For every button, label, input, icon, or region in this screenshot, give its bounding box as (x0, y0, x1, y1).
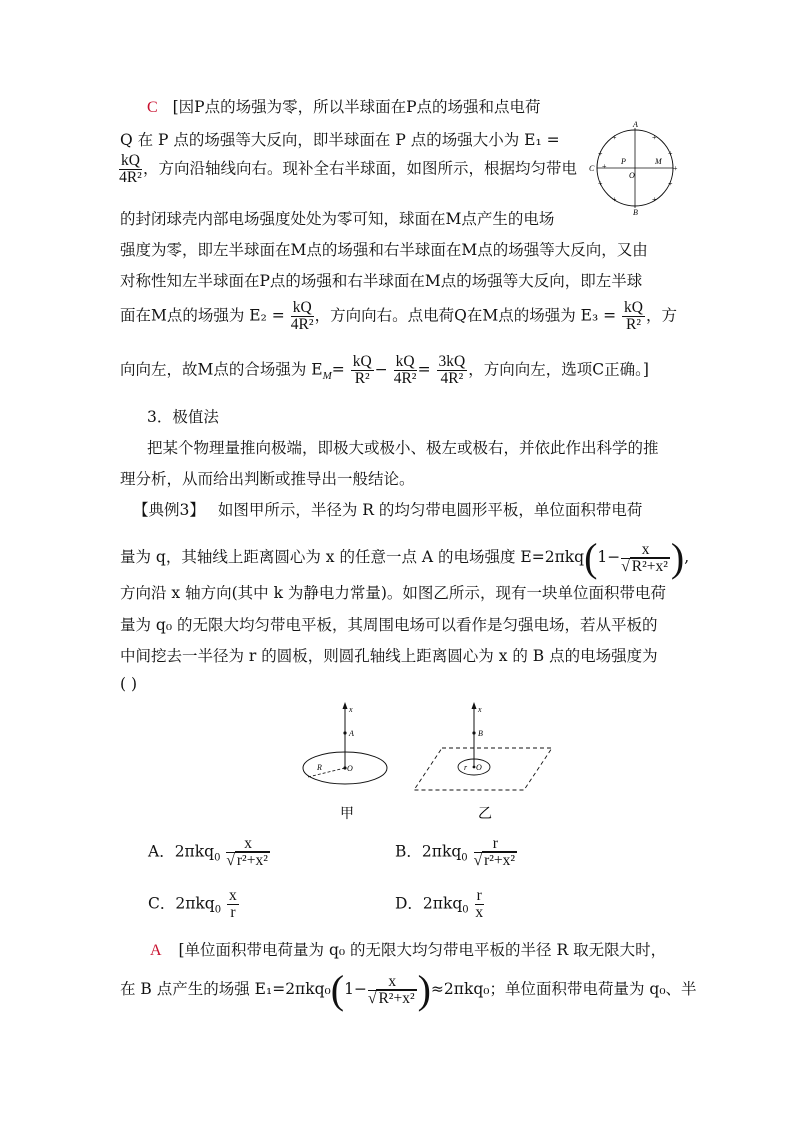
option-b[interactable] (395, 836, 518, 869)
minus: − (374, 360, 388, 379)
numerator: kQ (292, 299, 312, 316)
point-a-dot (343, 731, 346, 734)
option-c[interactable] (148, 888, 240, 921)
sphere-figure (585, 118, 685, 218)
equals: = (417, 360, 431, 379)
numerator: kQ (624, 299, 643, 316)
option-label: B．2πkq (395, 842, 462, 861)
text-line: 在 B 点产生的场强 E₁=2πkq₀ (120, 980, 331, 998)
equals: = (331, 360, 345, 379)
solution-c-line5: 强度为零，即左半球面在M点的场强和右半球面在M点的场强等大反向，又由 (120, 241, 648, 259)
figure-caption: 甲 (340, 806, 354, 822)
option-fraction (227, 888, 239, 921)
arrow-head-icon (343, 702, 348, 709)
sqrt-content: r²+x² (484, 852, 516, 869)
numerator: 3kQ (438, 353, 466, 370)
plus-sign: + (598, 179, 603, 188)
figure-caption: 乙 (478, 806, 492, 822)
example-line5: 中间挖去一半径为 r 的圆板，则圆孔轴线上距离圆心为 x 的 B 点的电场强度为 (120, 647, 658, 665)
text-line: ，方向向右。点电荷Q在M点的场强为 E₃ = (314, 306, 617, 325)
point-label: B (478, 729, 483, 738)
numerator: x (229, 887, 237, 904)
option-label: D．2πkq (395, 894, 463, 913)
sqrt-content: R²+x² (378, 989, 415, 1007)
label-b: B (633, 208, 638, 217)
subscript: M (322, 369, 332, 382)
text-line: [因P点的场强为零，所以半球面在P点的场强和点电荷 (172, 98, 541, 116)
option-fraction (475, 888, 484, 921)
denominator: 4R² (393, 370, 417, 387)
plus-sign: + (668, 149, 673, 158)
axis-label: x (349, 705, 353, 714)
point-label: A (349, 729, 354, 738)
plus-sign: + (598, 149, 603, 158)
radius-label: r (464, 763, 468, 772)
solution-c-line7 (120, 300, 677, 333)
one-minus: 1− (597, 548, 621, 566)
fraction-3kq-4r2 (437, 354, 468, 387)
sqrt-content: R²+x² (631, 557, 668, 575)
plus-sign: + (668, 179, 673, 188)
solution-c-line8 (120, 354, 649, 387)
denominator: R² (626, 316, 641, 333)
fraction-x-sqrt (368, 974, 417, 1007)
fraction-kq-4r2b (394, 354, 417, 387)
denominator: 4R² (119, 169, 142, 186)
numerator: kQ (352, 353, 372, 370)
plus-sign: + (673, 164, 678, 173)
subscript: 0 (214, 904, 222, 916)
solution-c-line6: 对称性知左半球面在P点的场强和右半球面在M点的场强等大反向，即左半球 (120, 272, 643, 290)
plus-sign: + (612, 133, 617, 142)
example-line2: 量为 q，其轴线上距离圆心为 x 的任意一点 A 的电场强度 E=2πkq(1− $\frac{x}{\text{√ R²+x²}}$ ), (120, 535, 690, 580)
denominator: √ R²+x² (367, 989, 415, 1007)
radius-line (308, 768, 345, 777)
subscript: 0 (462, 904, 469, 916)
plus-signs (598, 133, 678, 204)
option-fraction (226, 836, 269, 869)
label-p: P (621, 157, 626, 166)
plus-sign: + (652, 195, 657, 204)
text-line: 量为 q，其轴线上距离圆心为 x 的任意一点 A 的电场强度 E=2πkq (120, 548, 585, 566)
example-line4: 量为 q₀ 的无限大均匀带电平板，其周围电场可以看作是匀强电场，若从平板的 (120, 616, 658, 634)
sqrt-content: r²+x² (236, 852, 268, 869)
label-o: O (629, 171, 635, 180)
infinite-plate (414, 748, 552, 790)
left-paren: ( (584, 535, 598, 580)
fraction-kq-r2 (351, 354, 374, 387)
denominator: r (230, 904, 236, 921)
denominator: 4R² (440, 370, 464, 387)
one-minus: 1− (344, 980, 367, 998)
example-line6: ( ) (120, 675, 138, 693)
example-line3: 方向沿 x 轴方向(其中 k 为静电力常量)。如图乙所示，现有一块单位面积带电荷 (120, 584, 666, 602)
text-line: 如图甲所示，半径为 R 的均匀带电圆形平板，单位面积带电荷 (217, 501, 643, 519)
center-label: O (476, 763, 482, 772)
point-b-dot (472, 731, 475, 734)
label-c: C (589, 164, 595, 173)
plus-sign: + (652, 133, 657, 142)
numerator: kQ (395, 353, 415, 370)
label-m: M (655, 157, 662, 166)
text-line: ，方 (645, 306, 677, 325)
denominator: √ r²+x² (473, 852, 516, 869)
option-fraction (474, 836, 517, 869)
answer-label-c: C (147, 99, 158, 116)
subscript: 0 (214, 852, 221, 864)
plus-sign: + (602, 162, 607, 171)
numerator: x (621, 542, 670, 559)
solution-c-line1 (147, 95, 541, 117)
option-label: C．2πkq (148, 894, 215, 913)
section-para-line2: 理分析，从而给出判断或推导出一般结论。 (120, 470, 415, 488)
numerator: r (476, 887, 482, 904)
denominator: R² (354, 370, 370, 387)
denominator: √ r²+x² (226, 852, 268, 869)
option-d[interactable] (395, 888, 485, 921)
arrow-head-icon (472, 702, 477, 709)
denominator: √ R²+x² (621, 557, 668, 575)
figure-jia (290, 700, 400, 830)
radius-label: R (317, 763, 322, 772)
solution-c-line3 (118, 153, 577, 186)
option-a[interactable] (148, 836, 271, 869)
text-line: 向向左，故M点的合场强为 E (120, 360, 323, 379)
text-line: 面在M点的场强为 E₂ = (120, 306, 285, 325)
example-line1 (133, 498, 642, 520)
solution-a-line1 (150, 938, 666, 960)
fraction-e3 (622, 300, 645, 333)
option-label: A．2πkq (148, 842, 215, 861)
example-tag: 【典例3】 (133, 501, 205, 519)
numerator: r (474, 836, 517, 853)
denominator: 4R² (290, 316, 314, 333)
figure-yi (412, 700, 562, 830)
numerator: x (226, 836, 269, 853)
section-para-line1: 把某个物理量推向极端，即极大或极小、极左或极右，并依此作出科学的推 (147, 439, 659, 457)
plus-sign: + (612, 195, 617, 204)
answer-label-a: A (150, 942, 162, 959)
numerator: x (368, 974, 417, 991)
label-a: A (633, 120, 638, 129)
numerator: kQ (121, 152, 140, 169)
denominator: x (475, 904, 484, 921)
text-line: ，方向沿轴线向右。现补全右半球面，如图所示，根据均匀带电 (142, 159, 577, 178)
solution-c-line4: 的封闭球壳内部电场强度处处为零可知，球面在M点产生的电场 (120, 210, 555, 228)
right-paren: ) (670, 535, 685, 580)
fraction-x-sqrt (621, 542, 670, 575)
center-dot (473, 766, 476, 769)
fraction-kq-4r2 (119, 153, 142, 186)
text-line: ，方向向左，选项C正确。] (468, 360, 649, 379)
section-heading: 3．极值法 (147, 408, 219, 426)
left-paren: ( (330, 967, 345, 1012)
subscript: 0 (461, 852, 468, 864)
solution-c-line2: Q 在 P 点的场强等大反向，即半球面在 P 点的场强大小为 E₁ = (120, 131, 560, 149)
fraction-e2 (291, 300, 314, 333)
axis-label: x (478, 705, 482, 714)
text-line: ≈2πkq₀；单位面积带电荷量为 q₀、半 (430, 980, 697, 998)
center-label: O (347, 764, 353, 773)
right-paren: ) (417, 967, 431, 1012)
solution-a-line2 (120, 967, 697, 1012)
text-line: [单位面积带电荷量为 q₀ 的无限大均匀带电平板的半径 R 取无限大时， (178, 941, 667, 959)
